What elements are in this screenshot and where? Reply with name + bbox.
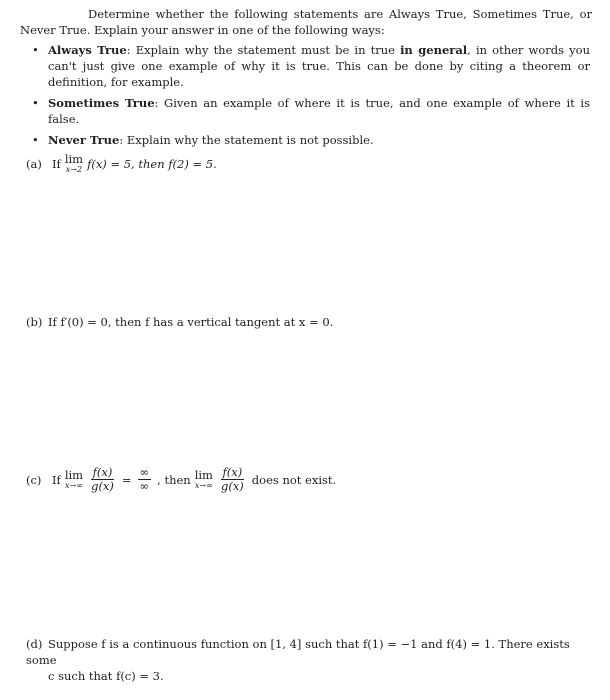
question-b: (b) If f′(0) = 0, then f has a vertical tangent at x = 0. <box>26 315 334 329</box>
instructions: Determine whether the following statements are Always True, Sometimes True, or Never True. Explain your answer in one of the following ways: <box>20 7 592 37</box>
limit: lim x→∞ <box>64 468 84 490</box>
bullet-icon: • <box>32 96 39 110</box>
question-d: (d) Suppose f is a continuous function on [1, 4] such that f(1) = −1 and f(4) = 1. There exists some c such that f(c) = 3. <box>26 637 570 683</box>
question-label: (b) <box>26 315 43 329</box>
limit: lim x→∞ <box>194 468 213 490</box>
bullet-icon: • <box>32 133 39 147</box>
fraction: $\frac{f(x)}{g(x)}$ <box>220 465 244 493</box>
bullet-sometimes-true: • Sometimes True: Given an example of where it is true, and one example of where it is false. <box>32 96 590 126</box>
bullet-term: Never True <box>48 133 120 147</box>
bullet-never-true: • Never True: Explain why the statement is not possible. <box>32 133 374 147</box>
fraction: $\frac{f(x)}{g(x)}$ <box>91 465 114 493</box>
bullet-icon: • <box>32 43 39 57</box>
infinity-fraction: $\frac{\infty}{\infty}$ <box>139 465 150 493</box>
question-label: (d) <box>26 637 43 651</box>
bullet-term: Sometimes True <box>48 96 155 110</box>
bullet-term: Always True <box>48 43 127 57</box>
question-c: (c) If lim x→∞ $\frac{f(x)}{g(x)}$ = $\frac{\infty}{\infty}$ , then lim x→∞ $\frac{f(x)}{g(x)}$ does not exist. <box>26 465 337 493</box>
bullet-always-true: • Always True: Explain why the statement must be in true in general, in other words you can't just give one example of why it is true. This can be done by citing a theorem or definition, for example. <box>32 43 590 89</box>
question-label: (c) <box>26 472 42 487</box>
answer-types-list <box>30 42 590 153</box>
question-a: (a) If lim x→2 f(x) = 5, then f(2) = 5. <box>26 152 217 174</box>
question-label: (a) <box>26 156 42 171</box>
limit: lim x→2 <box>64 152 84 174</box>
